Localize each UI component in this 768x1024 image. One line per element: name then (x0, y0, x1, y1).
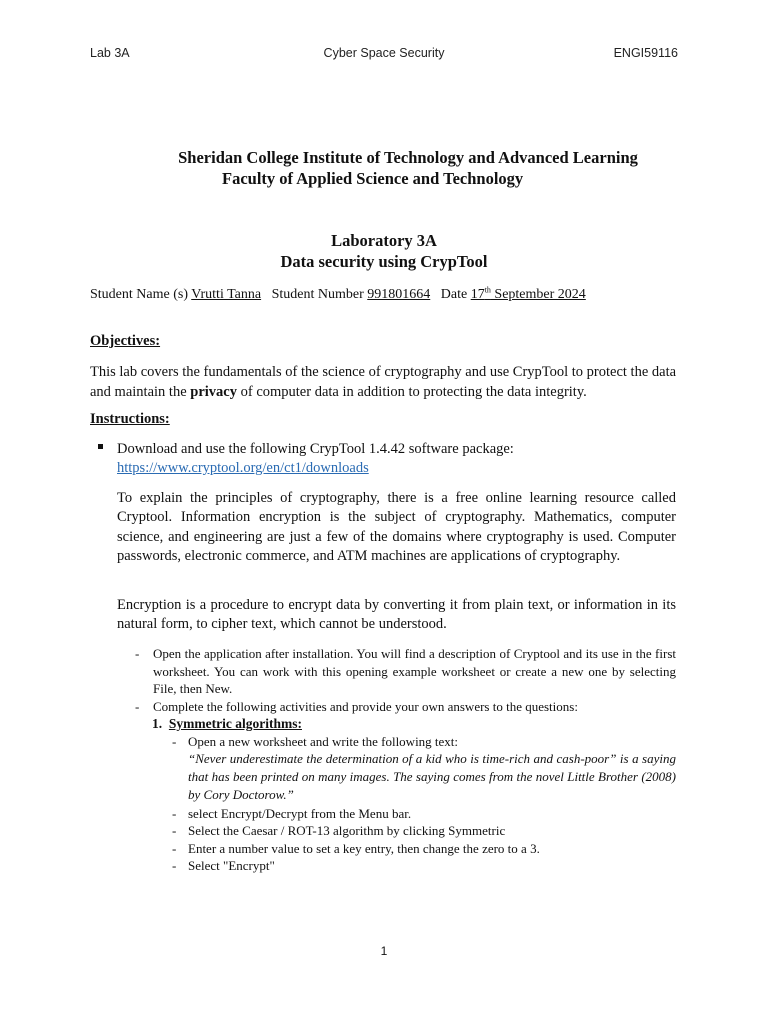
student-number-label: Student Number (271, 287, 364, 302)
section-number: 1. (152, 716, 163, 731)
list-item-text: Complete the following activities and provide your own answers to the questions: (153, 699, 578, 714)
objectives-text (90, 362, 680, 402)
dash-bullet-icon: - (135, 646, 140, 661)
faculty-name: Faculty of Applied Science and Technology (222, 169, 524, 188)
encryption-definition-paragraph: Encryption is a procedure to encrypt data by converting it from plain text, or information in its natural form, to cipher text, which cannot be understood. (117, 597, 676, 633)
sub-list-item-text: select Encrypt/Decrypt from the Menu bar. (188, 806, 412, 821)
section-label: Symmetric algorithms: (168, 716, 302, 731)
dash-bullet-icon: - (135, 699, 140, 714)
download-instruction-text: Download and use the following CrypTool 1.4.42 software package: (117, 441, 514, 457)
dash-bullet-icon: - (172, 823, 177, 838)
objectives-heading: Objectives: (90, 333, 161, 349)
download-instruction (117, 440, 514, 478)
objectives-text-end: of computer data in addition to protecting the data integrity. (236, 384, 587, 400)
student-number-value: 991801664 (367, 287, 431, 302)
cryptography-intro-paragraph: To explain the principles of cryptography, there is a free online learning resource called Cryptool. Information encryption is the subject of cryptography. Mathematics, computer science, and engineering are just a few of the domains where cryptography is used. Computer passwords, electronic commerce, and ATM machines are applications of cryptography. (117, 490, 676, 565)
student-info-line (90, 287, 586, 303)
sub-list-item-text: Enter a number value to set a key entry, then change the zero to a 3. (188, 841, 540, 856)
student-name-value: Vrutti Tanna (191, 287, 262, 302)
date-day: 17 (470, 287, 485, 302)
dash-bullet-icon: - (172, 841, 177, 856)
header-lab-id: Lab 3A (90, 46, 130, 60)
numbered-section-heading (152, 716, 302, 732)
institution-name: Sheridan College Institute of Technology and Advanced Learning (178, 148, 638, 167)
sample-quote-text: “Never underestimate the determination of a kid who is time-rich and cash-poor” is a saying that has been printed on many images. The saying comes from the novel Little Brother (2008) by Cory Doctorow.” (188, 751, 676, 802)
square-bullet-icon (98, 444, 103, 449)
date-label: Date (440, 287, 468, 302)
date-ordinal: th (484, 285, 491, 295)
objectives-text-bold: privacy (190, 384, 237, 400)
sub-list-item-text: Select "Encrypt" (188, 858, 275, 873)
page-number: 1 (380, 944, 388, 958)
lab-title: Laboratory 3A (331, 231, 437, 250)
sub-list-item-text: Select the Caesar / ROT-13 algorithm by clicking Symmetric (188, 823, 506, 838)
header-course-code: ENGI59116 (613, 46, 678, 60)
sub-list-item-text: Open a new worksheet and write the following text: (188, 734, 459, 749)
page-header (90, 46, 678, 64)
dash-bullet-icon: - (172, 806, 177, 821)
instructions-heading: Instructions: (90, 411, 170, 427)
dash-bullet-icon: - (172, 734, 177, 749)
list-item-text: Open the application after installation. You will find a description of Cryptool and its use in the first worksheet. You can work with this opening example worksheet or create a new one by selecting File, then New. (153, 646, 676, 696)
dash-bullet-icon: - (172, 858, 177, 873)
header-course-title: Cyber Space Security (323, 46, 445, 60)
student-name-label: Student Name (s) (90, 287, 188, 302)
date-value (471, 287, 586, 302)
lab-subtitle: Data security using CrypTool (280, 252, 488, 271)
date-month-year: September 2024 (490, 287, 586, 302)
objectives-text-start: This lab covers the fundamentals of the science of cryptography and use CrypTool to protect the data and maintain the (90, 364, 677, 400)
cryptool-download-link[interactable]: https://www.cryptool.org/en/ct1/downloads (117, 460, 369, 476)
